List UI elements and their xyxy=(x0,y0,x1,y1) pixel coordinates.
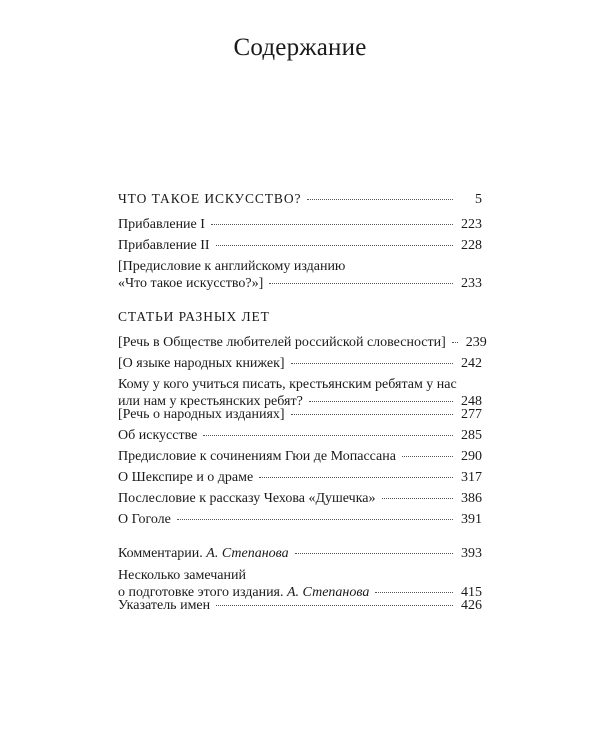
dot-leader xyxy=(309,400,453,402)
toc-page-number: 415 xyxy=(461,585,482,600)
toc-entry-title: или нам у крестьянских ребят? xyxy=(118,394,303,409)
toc-entry-title: Об искусстве xyxy=(118,428,198,443)
toc-entry-title: Послесловие к рассказу Чехова «Душечка» xyxy=(118,491,376,506)
toc-entry[interactable] xyxy=(118,406,482,423)
toc-entry-title: [Речь в Обществе любителей российской словесности] xyxy=(118,335,446,350)
dot-leader xyxy=(216,244,453,246)
dot-leader xyxy=(269,282,453,284)
toc-entry[interactable] xyxy=(118,490,482,507)
toc-page-number: 233 xyxy=(461,276,482,291)
toc-entry[interactable] xyxy=(118,237,482,254)
toc-entry-title: Указатель имен xyxy=(118,598,211,613)
toc-entry-title: [Речь о народных изданиях] xyxy=(118,407,285,422)
dot-leader xyxy=(211,223,453,225)
toc-entry-title-text: о подготовке этого издания. xyxy=(118,585,284,600)
dot-leader xyxy=(295,552,453,554)
toc-page-number: 248 xyxy=(461,394,482,409)
toc-entry-title xyxy=(118,545,289,562)
toc-entry-title-line: Несколько замечаний xyxy=(118,568,246,583)
toc-page-number: 242 xyxy=(461,356,482,371)
toc-page-number: 391 xyxy=(461,512,482,527)
toc-entry-title: Прибавление I xyxy=(118,217,205,232)
toc-page-number: 239 xyxy=(465,335,487,350)
toc-entry-title: ЧТО ТАКОЕ ИСКУССТВО? xyxy=(118,191,302,206)
toc-entry[interactable] xyxy=(118,511,482,528)
toc-page-number: 290 xyxy=(461,449,482,464)
toc-entry-title: Предисловие к сочинениям Гюи де Мопассана xyxy=(118,449,396,464)
toc-entry-author: А. Степанова xyxy=(206,546,289,561)
dot-leader xyxy=(452,341,458,343)
toc-entry-title: Прибавление II xyxy=(118,238,210,253)
toc-entry-edition-notes[interactable] xyxy=(118,567,482,601)
toc-entry[interactable] xyxy=(118,216,482,233)
page-title: Содержание xyxy=(233,34,367,61)
toc-entry-commentary[interactable] xyxy=(118,545,482,562)
toc-entry[interactable] xyxy=(118,469,482,486)
toc-page-number: 317 xyxy=(461,470,482,485)
toc-page-number: 426 xyxy=(461,598,482,613)
toc-entry[interactable] xyxy=(118,448,482,465)
toc-page-number: 386 xyxy=(461,491,482,506)
toc-entry[interactable] xyxy=(118,376,482,410)
toc-entry-title: «Что такое искусство?»] xyxy=(118,276,264,291)
dot-leader xyxy=(382,497,454,499)
dot-leader xyxy=(291,413,453,415)
toc-page-number: 5 xyxy=(475,192,482,207)
dot-leader xyxy=(177,518,453,520)
toc-entry-title: [О языке народных книжек] xyxy=(118,356,285,371)
toc-entry-title-text: Комментарии. xyxy=(118,546,203,561)
toc-entry-what-is-art[interactable] xyxy=(118,190,482,208)
dot-leader xyxy=(402,455,453,457)
toc-page-number: 228 xyxy=(461,238,482,253)
toc-entry-title-line: [Предисловие к английскому изданию xyxy=(118,259,346,274)
dot-leader xyxy=(203,434,453,436)
toc-page-number: 285 xyxy=(461,428,482,443)
dot-leader xyxy=(291,362,453,364)
section-heading: СТАТЬИ РАЗНЫХ ЛЕТ xyxy=(118,309,270,324)
dot-leader xyxy=(216,604,453,606)
dot-leader xyxy=(307,198,453,200)
toc-entry-title: О Шекспире и о драме xyxy=(118,470,254,485)
toc-page-number: 393 xyxy=(461,546,482,561)
toc-entry-author: А. Степанова xyxy=(287,585,370,600)
toc-entry-name-index[interactable] xyxy=(118,597,482,614)
toc-page-number: 223 xyxy=(461,217,482,232)
dot-leader xyxy=(259,476,453,478)
toc-entry[interactable] xyxy=(118,334,487,351)
toc-entry[interactable] xyxy=(118,427,482,444)
toc-entry-title-line: Кому у кого учиться писать, крестьянским ребятам у нас xyxy=(118,377,457,392)
dot-leader xyxy=(375,591,453,593)
toc-entry-title: О Гоголе xyxy=(118,512,171,527)
toc-entry[interactable] xyxy=(118,258,482,292)
toc-page-number: 277 xyxy=(461,407,482,422)
toc-entry[interactable] xyxy=(118,355,482,372)
